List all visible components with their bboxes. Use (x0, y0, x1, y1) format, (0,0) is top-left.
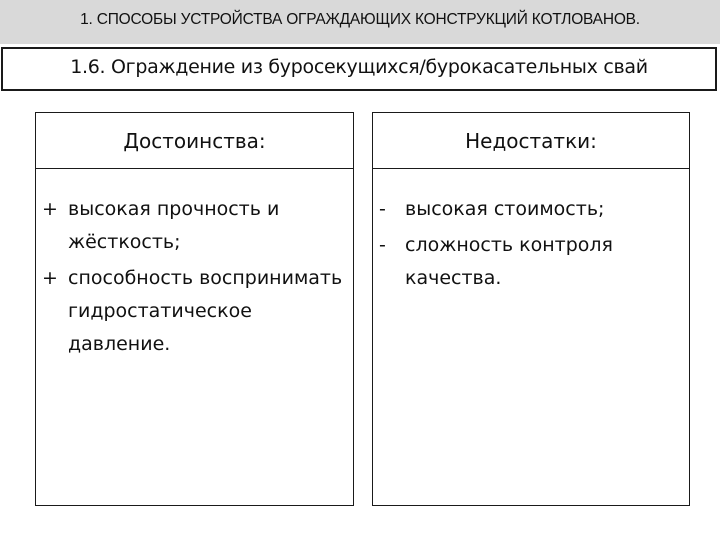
advantage-text: высокая прочность и жёсткость; (68, 198, 280, 253)
advantage-text: способность воспринимать гидростатическое давление. (68, 267, 343, 355)
advantages-heading: Достоинства: (36, 113, 353, 169)
slide-subtitle: 1.6. Ограждение из буросекущихся/бурокасательных свай (70, 56, 648, 78)
minus-marker: - (379, 234, 386, 256)
disadvantages-heading: Недостатки: (373, 113, 689, 169)
minus-marker: - (379, 198, 386, 220)
plus-marker: + (42, 267, 58, 289)
advantage-item (42, 262, 347, 361)
slide-section-title: 1. СПОСОБЫ УСТРОЙСТВА ОГРАЖДАЮЩИХ КОНСТРУКЦИЙ КОТЛОВАНОВ. (80, 11, 640, 28)
disadvantages-list (373, 169, 689, 295)
advantage-item (42, 193, 347, 259)
plus-marker: + (42, 198, 58, 220)
disadvantage-text: высокая стоимость; (405, 198, 605, 220)
advantages-column (35, 112, 354, 506)
disadvantage-item (379, 193, 683, 226)
disadvantage-item (379, 229, 683, 295)
subtitle-box (1, 47, 717, 91)
advantages-list (36, 169, 353, 361)
disadvantage-text: сложность контроля качества. (405, 234, 613, 289)
header-band (0, 0, 720, 44)
disadvantages-column (372, 112, 690, 506)
